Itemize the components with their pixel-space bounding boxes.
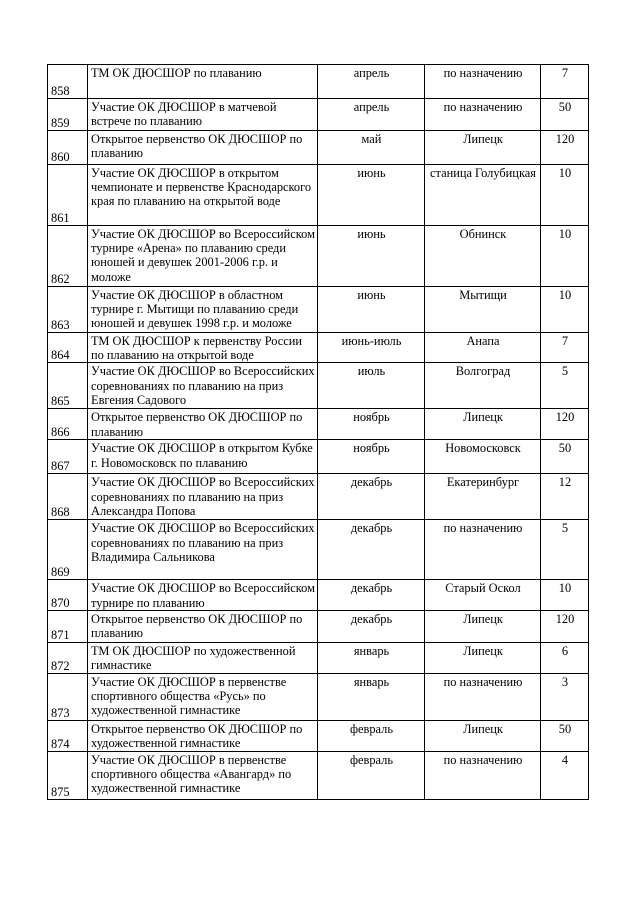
table-row	[48, 610, 589, 642]
participant-count: 10	[541, 287, 589, 333]
row-number: 868	[48, 474, 88, 520]
participant-count: 120	[541, 610, 589, 642]
event-name: ТМ ОК ДЮСШОР к первенству России по плаванию на открытой воде	[88, 333, 318, 363]
event-place: по назначению	[425, 99, 541, 131]
event-place: по назначению	[425, 520, 541, 580]
table-row	[48, 99, 589, 131]
event-place: по назначению	[425, 65, 541, 99]
row-number: 865	[48, 363, 88, 409]
event-month: июль	[318, 363, 425, 409]
row-number: 870	[48, 580, 88, 610]
event-month: январь	[318, 642, 425, 673]
event-month: декабрь	[318, 474, 425, 520]
event-name: Участие ОК ДЮСШОР во Всероссийском турнире по плаванию	[88, 580, 318, 610]
event-month: апрель	[318, 65, 425, 99]
participant-count: 50	[541, 99, 589, 131]
table-row	[48, 580, 589, 610]
participant-count: 120	[541, 409, 589, 440]
event-name: Открытое первенство ОК ДЮСШОР по плаванию	[88, 131, 318, 165]
event-name: Открытое первенство ОК ДЮСШОР по плаванию	[88, 610, 318, 642]
participant-count: 3	[541, 673, 589, 720]
participant-count: 120	[541, 131, 589, 165]
row-number: 872	[48, 642, 88, 673]
table-row	[48, 409, 589, 440]
event-name: Участие ОК ДЮСШОР в первенстве спортивного общества «Русь» по художественной гимнастике	[88, 673, 318, 720]
row-number: 866	[48, 409, 88, 440]
event-month: декабрь	[318, 610, 425, 642]
event-name: Участие ОК ДЮСШОР в матчевой встрече по плаванию	[88, 99, 318, 131]
event-name: Участие ОК ДЮСШОР в областном турнире г. Мытищи по плаванию среди юношей и девушек 1998 г.р. и моложе	[88, 287, 318, 333]
event-name: Открытое первенство ОК ДЮСШОР по художественной гимнастике	[88, 720, 318, 751]
event-name: ТМ ОК ДЮСШОР по художественной гимнастике	[88, 642, 318, 673]
row-number: 864	[48, 333, 88, 363]
table-row	[48, 474, 589, 520]
table-row	[48, 363, 589, 409]
row-number: 861	[48, 165, 88, 226]
participant-count: 5	[541, 520, 589, 580]
event-place: Липецк	[425, 720, 541, 751]
table-row	[48, 440, 589, 474]
table-row	[48, 131, 589, 165]
event-name: Открытое первенство ОК ДЮСШОР по плаванию	[88, 409, 318, 440]
row-number: 873	[48, 673, 88, 720]
participant-count: 10	[541, 226, 589, 287]
event-name: Участие ОК ДЮСШОР во Всероссийских соревнованиях по плаванию на приз Александра Попова	[88, 474, 318, 520]
event-month: май	[318, 131, 425, 165]
event-month: июнь	[318, 226, 425, 287]
event-month: апрель	[318, 99, 425, 131]
row-number: 875	[48, 751, 88, 799]
event-month: декабрь	[318, 580, 425, 610]
event-place: Новомосковск	[425, 440, 541, 474]
event-name: Участие ОК ДЮСШОР во Всероссийском турнире «Арена» по плаванию среди юношей и девушек 2001-2006 г.р. и моложе	[88, 226, 318, 287]
event-place: по назначению	[425, 751, 541, 799]
table-row	[48, 673, 589, 720]
event-month: февраль	[318, 720, 425, 751]
event-place: Екатеринбург	[425, 474, 541, 520]
event-place: Липецк	[425, 131, 541, 165]
row-number: 858	[48, 65, 88, 99]
schedule-table-body	[48, 65, 589, 800]
event-place: Анапа	[425, 333, 541, 363]
table-row	[48, 751, 589, 799]
event-month: ноябрь	[318, 440, 425, 474]
event-name: Участие ОК ДЮСШОР в открытом Кубке г. Новомосковск по плаванию	[88, 440, 318, 474]
event-month: июнь	[318, 287, 425, 333]
event-month: декабрь	[318, 520, 425, 580]
participant-count: 50	[541, 440, 589, 474]
event-month: июнь	[318, 165, 425, 226]
row-number: 863	[48, 287, 88, 333]
participant-count: 5	[541, 363, 589, 409]
event-place: Старый Оскол	[425, 580, 541, 610]
participant-count: 50	[541, 720, 589, 751]
row-number: 860	[48, 131, 88, 165]
participant-count: 6	[541, 642, 589, 673]
table-row	[48, 720, 589, 751]
row-number: 859	[48, 99, 88, 131]
event-place: Волгоград	[425, 363, 541, 409]
event-place: Липецк	[425, 409, 541, 440]
event-place: станица Голубицкая	[425, 165, 541, 226]
event-place: по назначению	[425, 673, 541, 720]
table-row	[48, 642, 589, 673]
row-number: 871	[48, 610, 88, 642]
participant-count: 12	[541, 474, 589, 520]
table-row	[48, 226, 589, 287]
participant-count: 10	[541, 165, 589, 226]
table-row	[48, 287, 589, 333]
row-number: 874	[48, 720, 88, 751]
table-row	[48, 65, 589, 99]
row-number: 867	[48, 440, 88, 474]
event-name: Участие ОК ДЮСШОР в открытом чемпионате и первенстве Краснодарского края по плаванию на открытой воде	[88, 165, 318, 226]
table-row	[48, 520, 589, 580]
event-place: Липецк	[425, 642, 541, 673]
event-place: Липецк	[425, 610, 541, 642]
event-place: Мытищи	[425, 287, 541, 333]
participant-count: 7	[541, 333, 589, 363]
event-name: Участие ОК ДЮСШОР во Всероссийских соревнованиях по плаванию на приз Владимира Сальникова	[88, 520, 318, 580]
event-name: Участие ОК ДЮСШОР в первенстве спортивного общества «Авангард» по художественной гимнастике	[88, 751, 318, 799]
event-month: июнь-июль	[318, 333, 425, 363]
row-number: 869	[48, 520, 88, 580]
event-name: Участие ОК ДЮСШОР во Всероссийских соревнованиях по плаванию на приз Евгения Садового	[88, 363, 318, 409]
table-row	[48, 333, 589, 363]
event-month: февраль	[318, 751, 425, 799]
row-number: 862	[48, 226, 88, 287]
table-row	[48, 165, 589, 226]
event-name: ТМ ОК ДЮСШОР по плаванию	[88, 65, 318, 99]
event-month: январь	[318, 673, 425, 720]
event-place: Обнинск	[425, 226, 541, 287]
event-month: ноябрь	[318, 409, 425, 440]
participant-count: 4	[541, 751, 589, 799]
participant-count: 10	[541, 580, 589, 610]
participant-count: 7	[541, 65, 589, 99]
schedule-table	[47, 64, 589, 800]
